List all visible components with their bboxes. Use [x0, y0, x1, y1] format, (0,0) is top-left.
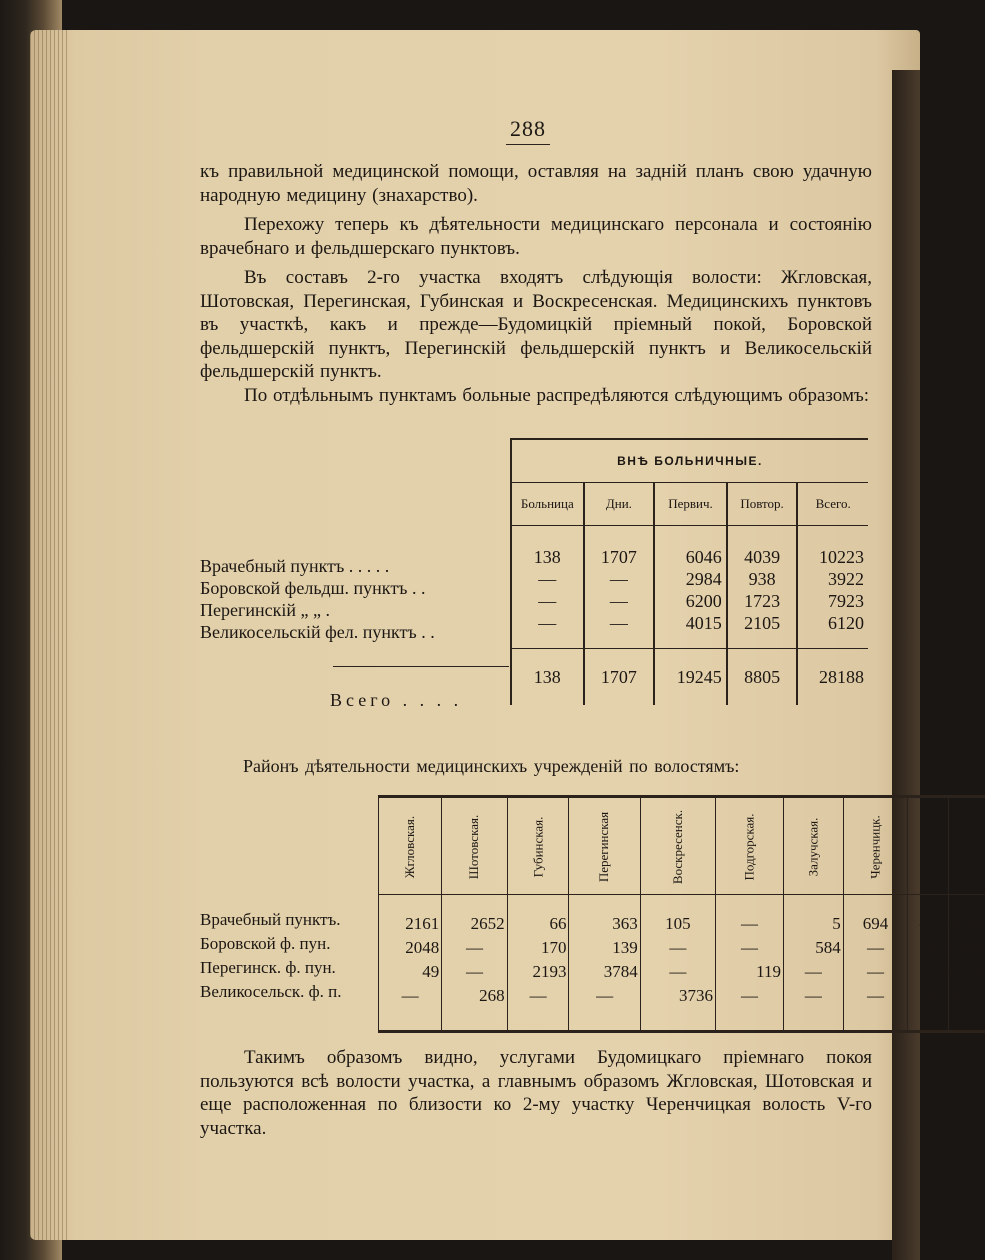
table-cell: 4039 [727, 546, 798, 568]
closing-paragraph: Такимъ образомъ видно, услугами Будомицкаго прiемнаго покоя пользуются всѣ волости участка, а главнымъ образомъ Жгловская, Шотовская и еще расположенная по близости ко 2-му участку Черенчицкая волость V-го участка. [200, 1047, 872, 1139]
table-cell: — [507, 984, 569, 1008]
table-cell: — [584, 568, 655, 590]
table-cell: 6046 [654, 546, 727, 568]
divider [333, 666, 509, 667]
table-cell: 2984 [948, 936, 985, 960]
table-cell: 2048 [379, 936, 442, 960]
table-cell: 43 [908, 936, 949, 960]
table-cell: 19245 [654, 649, 727, 706]
table-row [379, 960, 985, 984]
table1-col-header: Больница [511, 483, 584, 526]
table2-col-header: Перегинская [569, 797, 640, 895]
table-cell: 2161 [379, 912, 442, 936]
table1-label: Великосельскiй фел. пунктъ . . [200, 622, 435, 642]
table-cell: 28188 [797, 649, 868, 706]
table-cell: 65 [908, 960, 949, 984]
district-table [378, 795, 985, 1033]
table1-group-header: ВНѢ БОЛЬНИЧНЫЕ. [511, 439, 868, 483]
table-cell: — [640, 960, 715, 984]
table1-label: Врачебный пунктъ . . . . . [200, 556, 390, 576]
table-cell: 170 [507, 936, 569, 960]
table2-col-header: Губинская. [507, 797, 569, 895]
table-cell: — [715, 912, 783, 936]
table-cell: 6210 [948, 960, 985, 984]
table-cell: — [843, 936, 907, 960]
table-cell: — [908, 912, 949, 936]
table-cell: 105 [640, 912, 715, 936]
table-total-row [511, 649, 868, 706]
table2-col-header: Воскресенск. [640, 797, 715, 895]
table-cell: 3784 [569, 960, 640, 984]
paragraph-1: къ правильной медицинской помощи, оставляя на заднiй планъ свою удачную народную медицину (знахарство). [200, 161, 872, 206]
table2-label: Боровской ф. пун. [200, 934, 331, 953]
table1-label: Боровской фельдш. пунктъ . . [200, 578, 426, 598]
table-cell: — [511, 568, 584, 590]
table-cell: — [843, 960, 907, 984]
table-cell: — [511, 612, 584, 634]
table-cell: 2105 [727, 612, 798, 634]
paragraph-2: Перехожу теперь къ дѣятельности медицинскаго персонала и состоянiю врачебнаго и фельдшерскаго пунктовъ. [200, 214, 872, 259]
table-cell: 363 [569, 912, 640, 936]
table-cell: 1707 [584, 649, 655, 706]
table-cell: 119 [715, 960, 783, 984]
table-cell: — [511, 590, 584, 612]
table2-col-header: Черенчицк. [843, 797, 907, 895]
table-cell: 1723 [727, 590, 798, 612]
table1-total-label: Всего . . . . [330, 690, 463, 710]
table-row [511, 612, 868, 634]
table-cell: 268 [442, 984, 507, 1008]
table-cell: — [442, 960, 507, 984]
table-row [379, 984, 985, 1008]
table-row [379, 912, 985, 936]
table-cell: 6046 [948, 912, 985, 936]
table2-label: Перегинск. ф. пун. [200, 958, 336, 977]
table-cell: 3736 [640, 984, 715, 1008]
table2-col-header: Шотовская. [442, 797, 507, 895]
table-cell: 138 [511, 649, 584, 706]
table2-row-labels [200, 908, 342, 1004]
table-cell: 66 [507, 912, 569, 936]
table-row [379, 936, 985, 960]
table2-heading: Районъ дѣятельности медицинскихъ учрежденiй по волостямъ: [243, 756, 740, 776]
table-row [511, 568, 868, 590]
outpatient-table [510, 438, 868, 705]
table-cell: 139 [569, 936, 640, 960]
table2-col-header: Залучская. [783, 797, 843, 895]
table-cell: 4015 [948, 984, 985, 1008]
table-cell: — [715, 984, 783, 1008]
table-cell: 49 [379, 960, 442, 984]
table-cell: 2984 [654, 568, 727, 590]
table-cell: 6200 [654, 590, 727, 612]
table2-label: Великосельск. ф. п. [200, 982, 342, 1001]
table-cell: 938 [727, 568, 798, 590]
table-cell: 6120 [797, 612, 868, 634]
table-cell: — [783, 960, 843, 984]
table-cell: 11 [908, 984, 949, 1008]
table-cell: 2193 [507, 960, 569, 984]
table-cell: 3922 [797, 568, 868, 590]
table-cell: — [584, 590, 655, 612]
table1-col-header: Повтор. [727, 483, 798, 526]
table2-col-header: Подгорская. [715, 797, 783, 895]
page-number: 288 [510, 116, 546, 141]
table-cell: — [715, 936, 783, 960]
table2-label: Врачебный пунктъ. [200, 910, 341, 929]
table-cell: 694 [843, 912, 907, 936]
table-cell: 138 [511, 546, 584, 568]
table-cell: 10223 [797, 546, 868, 568]
table-cell: — [843, 984, 907, 1008]
table2-col-header: Всего. [948, 797, 985, 895]
table-cell: 5 [783, 912, 843, 936]
table2-col-header: Холмъ. [908, 797, 949, 895]
table-cell: — [379, 984, 442, 1008]
table-cell: — [442, 936, 507, 960]
table-cell: 4015 [654, 612, 727, 634]
table-row [511, 590, 868, 612]
table2-col-header: Жгловская. [379, 797, 442, 895]
table1-label: Перегинскiй „ „ . [200, 600, 330, 620]
table-cell: — [640, 936, 715, 960]
table-cell: 7923 [797, 590, 868, 612]
table1-col-header: Первич. [654, 483, 727, 526]
table-cell: — [783, 984, 843, 1008]
paragraph-4: По отдѣльнымъ пунктамъ больные распредѣляются слѣдующимъ образомъ: [244, 385, 870, 406]
table-cell: 1707 [584, 546, 655, 568]
table-cell: 8805 [727, 649, 798, 706]
table-row [511, 546, 868, 568]
table-cell: — [584, 612, 655, 634]
table-cell: 584 [783, 936, 843, 960]
table1-col-header: Дни. [584, 483, 655, 526]
page-gutter [892, 70, 920, 1260]
table-cell: 2652 [442, 912, 507, 936]
table1-col-header: Всего. [797, 483, 868, 526]
table-cell: — [569, 984, 640, 1008]
table1-row-labels [200, 555, 435, 643]
paragraph-3: Въ составъ 2-го участка входятъ слѣдующiя волости: Жгловская, Шотовская, Перегинская, Губинская и Воскресенская. Медицинскихъ пунктовъ въ участкѣ, какъ и прежде—Будомицкiй прiемный покой, Боровской фельдшерскiй пунктъ, Перегинскiй фельдшерскiй пунктъ и Великосельскiй фельдшерскiй пунктъ. [200, 267, 872, 382]
